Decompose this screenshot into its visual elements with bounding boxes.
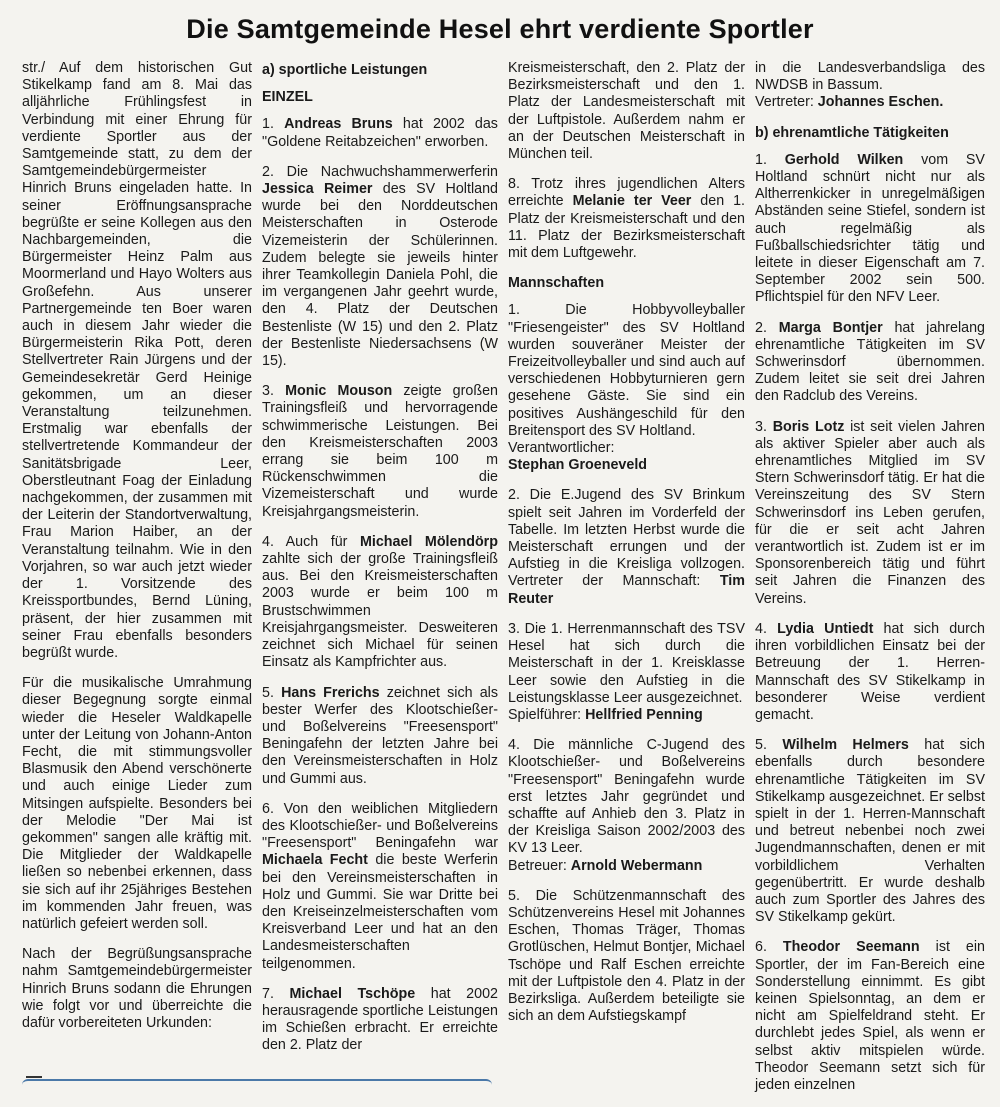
list-item: 2. Marga Bontjer hat jahrelang ehrenamtliche Tätigkeiten im SV Schwerinsdorf übernommen. Zudem leitet sie seit drei Jahren den Radclub des Vereins. xyxy=(755,319,985,405)
honoree-name: Marga Bontjer xyxy=(778,319,883,336)
representative-name: Hellfried Penning xyxy=(585,706,703,723)
list-item: 5. Die Schützenmannschaft des Schützenvereins Hesel mit Johannes Eschen, Thomas Träger, Thomas Grotlüschen, Helmut Bontjer, Michael Tschöpe und Ralf Eschen erreichte mit der Luftpistole den 4. Platz in der Bezirksliga. Außerdem beteiligte sie sich an dem Aufstiegskampf xyxy=(508,887,745,1025)
list-item: 3. Monic Mouson zeigte großen Trainingsfleiß und hervorragende schwimmerische Leistungen. Bei den Kreismeisterschaften 2003 errang sie beim 100 m Rückenschwimmen die Vizemeisterschaft und wurde Kreisjahrgangsmeisterin. xyxy=(262,383,498,520)
paragraph-honors-intro: Nach der Begrüßungsansprache nahm Samtgemeindebürgermeister Hinrich Bruns sodann die Ehrungen wie folgt vor und überreichte die dafür vorbereiteten Urkunden: xyxy=(22,946,252,1031)
list-item: 1. Gerhold Wilken vom SV Holtland schnürt nicht nur als Altherrenkicker in unregelmäßigen Abständen seine Stiefel, sondern ist auch regelmäßig als Fußballschiedsrichter tätig und leitete in dieser Eigenschaft am 7. September 2002 sein 500. Pflichtspiel für den NFV Leer. xyxy=(755,151,985,306)
list-item: 5. Hans Frerichs zeichnet sich als bester Werfer des Klootschießer- und Boßelvereins "Freesensport" Beningafehn der letzten Jahre bei den Vereinsmeisterschaften in Holz und Gummi aus. xyxy=(262,684,498,787)
subheading-mannschaften: Mannschaften xyxy=(508,275,605,292)
list-item: 6. Von den weiblichen Mitgliedern des Klootschießer- und Boßelvereins "Freesensport" Beningafehn war Michaela Fecht die beste Werferin bei den Vereinsmeisterschaften in Holz und Gummi. Sie war Dritte bei den Kreiseinzelmeisterschaften vom Kreisverband Leer und hat an den Landesmeisterschaften teilgenommen. xyxy=(262,800,498,972)
honoree-name: Wilhelm Helmers xyxy=(782,737,909,754)
representative-name: Arnold Webermann xyxy=(570,857,703,874)
list-item: 4. Auch für Michael Mölendörp zahlte sich der große Trainingsfleiß aus. Bei den Kreismeisterschaften 2003 wurde er beim 100 m Brustschwimmen Kreisjahrgangsmeister. Desweiteren zeichnet sich Michael für seinen Einsatz als Kampfrichter aus. xyxy=(262,533,498,671)
column-4 xyxy=(755,60,985,1107)
honoree-name: Melanie ter Veer xyxy=(572,193,692,210)
column-3 xyxy=(508,60,745,1107)
paragraph-continued: Kreismeisterschaft, den 2. Platz der Bezirksmeisterschaft und den 1. Platz der Landesmeisterschaft mit der Luftpistole. Außerdem nahm er an der Deutschen Meisterschaft in München teil. xyxy=(508,60,745,163)
subheading-einzel: EINZEL xyxy=(262,89,313,106)
paragraph-intro: str./ Auf dem historischen Gut Stikelkamp fand am 8. Mai das alljährliche Frühlingsfest in Verbindung mit einer Ehrung für verdiente Sportler aus der Samtgemeinde statt, zu dem der Samtgemeindebürgermeister Hinrich Bruns eingeladen hatte. In seiner Eröffnungsansprache begrüßte er seine Kollegen aus den Nachbargemeinden, die Bürgermeister Heinz Palm aus Moormerland und Hayo Wolters aus Großefehn. Aus unserer Partnergemeinde ten Boer waren auch in diesem Jahr wieder die Bürgermeisterin Rika Pott, deren Stellvertreter Rain Jürgens und der Gemeindesekretär Gerd Heinige gekommen, um an dieser Veranstaltung teilzunehmen. Erstmalig war ebenfalls der stellvertretende Kommandeur der Sanitätsbrigade Leer, Oberstleutnant Foag der Einladung nachgekommen, der zusammen mit der Leiterin der Standortverwaltung, Frau Marion Haiber, an der Veranstaltung teilnahm. Wie in den Vorjahren, so war auch jetzt wieder der 1. Vorsitzende des Kreissportbundes, Bernd Lüning, präsent, der hier zusammen mit seiner Frau ebenfalls besonders begrüßt wurde. xyxy=(22,60,252,661)
section-heading-sport: a) sportliche Leistungen xyxy=(262,62,428,78)
list-item: 1. Andreas Bruns hat 2002 das "Goldene Reitabzeichen" erworben. xyxy=(262,116,498,150)
list-item: 2. Die Nachwuchshammerwerferin Jessica Reimer des SV Holtland wurde bei den Norddeutschen Meisterschaften in Osterode Vizemeisterin der Schülerinnen. Zudem belegte sie jeweils hinter ihrer Teamkollegin Daniela Pohl, die im vergangenen Jahr geehrt wurde, den 4. Platz der Deutschen Bestenliste (W 15) und den 2. Platz der Bestenliste Niedersachsens (W 15). xyxy=(262,163,498,370)
list-item: 3. Die 1. Herrenmannschaft des TSV Hesel hat sich durch die Meisterschaft in der 1. Kreisklasse Leer sowie den Aufstieg in die Leistungsklasse Leer ausgezeichnet. Spielführer: Hellfried Penning xyxy=(508,620,745,723)
footer-decoration xyxy=(22,1079,492,1089)
honoree-name: Gerhold Wilken xyxy=(784,151,904,168)
honoree-name: Michael Mölendörp xyxy=(359,533,498,550)
paragraph-music: Für die musikalische Umrahmung dieser Begegnung sorgte einmal wieder die Heseler Waldkapelle unter der Leitung von Johann-Anton Fecht, die mit stimmungsvoller Blasmusik den Abend verschönerte und auch einige Lieder zum Mitsingen aufspielte. Besonders bei der Melodie "Der Mai ist gekommen" sangen alle kräftig mit. Die Mitglieder der Waldkapelle ließen so nebenbei erkennen, dass sie sich auf ihr 25jähriges Bestehen im kommenden Jahr freuen, was natürlich gefeiert werden soll. xyxy=(22,675,252,932)
list-item: 1. Die Hobbyvolleyballer "Friesengeister" des SV Holtland wurden souveräner Meister der Freizeitvolleyballer und sind auch auf verschiedenen Hobbyturnieren gern gesehene Gäste. Sie sind ein positives Aushängeschild für den Breitensport des SV Holtland. Verantwortlicher: Stephan Groeneveld xyxy=(508,302,745,474)
list-item: 5. Wilhelm Helmers hat sich ebenfalls durch besondere ehrenamtliche Tätigkeiten im SV Stikelkamp ausgezeichnet. Er selbst spielt in der 1. Herren-Mannschaft und betreut nebenbei noch zwei Jugendmannschaften, denen er mit vorbildlichem Verhalten gegenübertritt. Er wurde deshalb auch zum Sportler des Jahres des SV Stikelkamp gekürt. xyxy=(755,737,985,926)
article-body xyxy=(22,60,985,1093)
representative-name: Stephan Groeneveld xyxy=(508,457,648,474)
honoree-name: Boris Lotz xyxy=(772,418,845,435)
representative-name: Tim Reuter xyxy=(508,573,745,607)
paragraph-continued: in die Landesverbandsliga des NWDSB in Bassum. Vertreter: Johannes Eschen. xyxy=(755,60,985,111)
section-heading-volunteer: b) ehrenamtliche Tätigkeiten xyxy=(755,124,949,141)
honoree-name: Monic Mouson xyxy=(285,383,393,400)
representative-name: Johannes Eschen. xyxy=(817,94,944,111)
honoree-name: Hans Frerichs xyxy=(281,684,380,701)
list-item: 7. Michael Tschöpe hat 2002 herausragende sportliche Leistungen im Schießen erbracht. Er erreichte den 2. Platz der xyxy=(262,985,498,1054)
honoree-name: Michaela Fecht xyxy=(262,852,368,869)
honoree-name: Michael Tschöpe xyxy=(289,985,416,1002)
column-1 xyxy=(22,60,252,1107)
list-item: 2. Die E.Jugend des SV Brinkum spielt seit Jahren im Vorderfeld der Tabelle. Im letzten Herbst wurde die Meisterschaft errungen und der Aufstieg in die Kreisliga vollzogen. Vertreter der Mannschaft: Tim Reuter xyxy=(508,487,745,607)
article-headline: Die Samtgemeinde Hesel ehrt verdiente Sportler xyxy=(186,14,814,44)
honoree-name: Jessica Reimer xyxy=(262,181,373,198)
list-item: 6. Theodor Seemann ist ein Sportler, der im Fan-Bereich eine Sonderstellung einnimmt. Es gibt keinen Spielsonntag, an dem er nicht am Spielfeldrand steht. Er durchlebt jedes Spiel, als wenn er selbst aktiv mitspielen würde. Theodor Seemann setzt sich für jeden einzelnen xyxy=(755,939,985,1093)
honoree-name: Theodor Seemann xyxy=(782,939,920,956)
list-item: 8. Trotz ihres jugendlichen Alters erreichte Melanie ter Veer den 1. Platz der Kreismeisterschaft und den 11. Platz der Bezirksmeisterschaft mit dem Luftgewehr. xyxy=(508,176,746,262)
list-item: 3. Boris Lotz ist seit vielen Jahren als aktiver Spieler aber auch als ehrenamtliches Mitglied im SV Stern Schwerinsdorf tätig. Er hat die Vereinszeitung des SV Stern Schwerinsdorf ins Leben gerufen, für die er seit acht Jahren verantwortlich ist. Zudem ist er im Sponsorenbereich tätig und führt seit Jahren die Finanzen des Vereins. xyxy=(755,418,985,607)
column-2 xyxy=(262,60,498,1107)
list-item: 4. Die männliche C-Jugend des Klootschießer- und Boßelvereins "Freesensport" Beningafehn wurde erst letztes Jahr gegründet und schaffte auf Anhieb den 3. Platz in der Kreisliga Saison 2002/2003 des KV 13 Leer. Betreuer: Arnold Webermann xyxy=(508,737,745,874)
crop-mark xyxy=(26,1076,42,1078)
honoree-name: Andreas Bruns xyxy=(284,116,393,133)
honoree-name: Lydia Untiedt xyxy=(777,620,874,637)
list-item: 4. Lydia Untiedt hat sich durch ihren vorbildlichen Einsatz bei der Betreuung der 1. Herren-Mannschaft des SV Stikelkamp in besonderer Weise verdient gemacht. xyxy=(755,620,985,723)
